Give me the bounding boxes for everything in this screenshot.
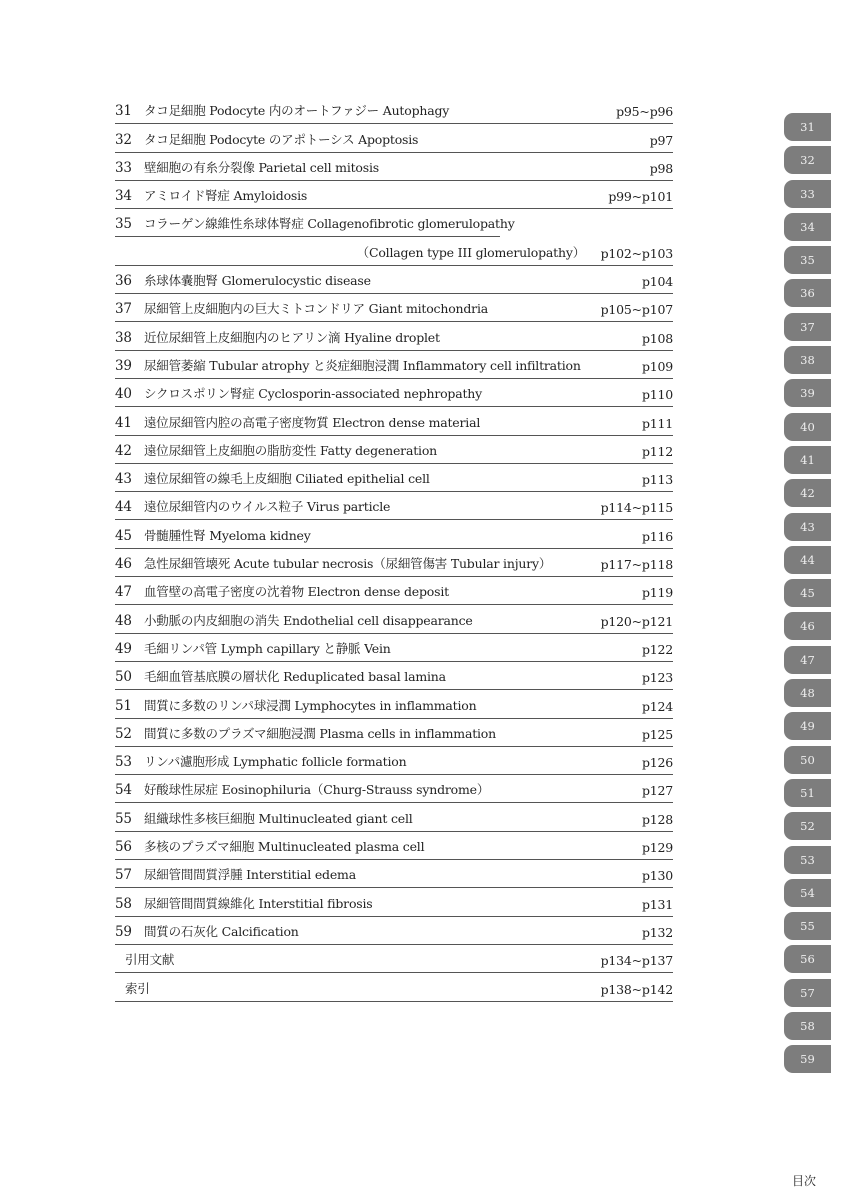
chapter-tab-strip bbox=[784, 113, 831, 1079]
toc-entry bbox=[115, 124, 673, 152]
chapter-tab: 57 bbox=[784, 979, 831, 1007]
toc-entry bbox=[115, 719, 673, 747]
toc-entry-title: アミロイド腎症 Amyloidosis bbox=[144, 188, 308, 204]
toc-entry-page: p116 bbox=[641, 528, 673, 544]
toc-entry-page: p112 bbox=[641, 443, 673, 459]
toc-entry bbox=[115, 322, 673, 350]
toc-entry bbox=[115, 549, 673, 577]
toc-entry-number: 31 bbox=[115, 103, 132, 120]
toc-entry-page: p132 bbox=[641, 924, 673, 940]
toc-entry-number: 42 bbox=[115, 442, 132, 459]
toc-entry bbox=[115, 464, 673, 492]
toc-entry bbox=[115, 832, 673, 860]
toc-entry-title: 多核のプラズマ細胞 Multinucleated plasma cell bbox=[144, 839, 425, 855]
chapter-tab: 50 bbox=[784, 746, 831, 774]
chapter-tab: 58 bbox=[784, 1012, 831, 1040]
toc-entry-page: p113 bbox=[641, 472, 673, 488]
toc-entry-title: 毛細リンパ管 Lymph capillary と静脈 Vein bbox=[144, 640, 391, 656]
toc-entry bbox=[115, 634, 673, 662]
toc-entry bbox=[115, 577, 673, 605]
toc-entry-number: 41 bbox=[115, 414, 132, 431]
toc-entry-number: 34 bbox=[115, 188, 132, 205]
toc-entry-page: p105~p107 bbox=[600, 302, 673, 318]
toc-entry bbox=[115, 662, 673, 690]
toc-entry-title: 間質に多数のプラズマ細胞浸潤 Plasma cells in inflammation bbox=[144, 725, 496, 741]
toc-entry-number: 43 bbox=[115, 471, 132, 488]
toc-entry bbox=[115, 294, 673, 322]
toc-entry bbox=[115, 379, 673, 407]
chapter-tab: 39 bbox=[784, 379, 831, 407]
chapter-tab: 55 bbox=[784, 912, 831, 940]
toc-entry-title: 血管壁の高電子密度の沈着物 Electron dense deposit bbox=[144, 584, 449, 600]
toc-entry-number: 45 bbox=[115, 527, 132, 544]
toc-entry-page: p104 bbox=[641, 274, 673, 290]
chapter-tab: 31 bbox=[784, 113, 831, 141]
toc-entry-title: 尿細管間間質線維化 Interstitial fibrosis bbox=[144, 895, 373, 911]
toc-entry-title: 組織球性多核巨細胞 Multinucleated giant cell bbox=[144, 810, 413, 826]
table-of-contents bbox=[115, 96, 673, 1002]
toc-entry-page: p110 bbox=[641, 387, 673, 403]
chapter-tab: 53 bbox=[784, 846, 831, 874]
toc-entry-number: 51 bbox=[115, 697, 132, 714]
toc-entry-number: 39 bbox=[115, 357, 132, 374]
toc-entry-title: 好酸球性尿症 Eosinophiluria（Churg-Strauss syndrome） bbox=[144, 782, 490, 798]
chapter-tab: 37 bbox=[784, 313, 831, 341]
toc-extra-entry bbox=[115, 945, 673, 973]
toc-entry-page: p109 bbox=[641, 358, 673, 374]
toc-entry-page: p111 bbox=[641, 415, 673, 431]
toc-entry-title: タコ足細胞 Podocyte のアポトーシス Apoptosis bbox=[144, 131, 419, 147]
toc-entry-number: 40 bbox=[115, 386, 132, 403]
toc-extra-entry bbox=[115, 973, 673, 1001]
toc-entry-number: 37 bbox=[115, 301, 132, 318]
toc-entry bbox=[115, 888, 673, 916]
chapter-tab: 48 bbox=[784, 679, 831, 707]
toc-entry-page: p95~p96 bbox=[616, 104, 673, 120]
toc-entry-number: 59 bbox=[115, 923, 132, 940]
toc-extra-page: p138~p142 bbox=[600, 981, 673, 997]
toc-entry-title: 遠位尿細管内腔の高電子密度物質 Electron dense material bbox=[144, 414, 481, 430]
toc-entry-title: シクロスポリン腎症 Cyclosporin-associated nephropathy bbox=[144, 386, 483, 402]
toc-entry-title: リンパ濾胞形成 Lymphatic follicle formation bbox=[144, 754, 407, 770]
toc-entry bbox=[115, 96, 673, 124]
toc-entry-number: 58 bbox=[115, 895, 132, 912]
toc-entry-title: 尿細管上皮細胞内の巨大ミトコンドリア Giant mitochondria bbox=[144, 301, 489, 317]
toc-entry-number: 57 bbox=[115, 867, 132, 884]
toc-entry-page: p131 bbox=[641, 896, 673, 912]
toc-entry bbox=[115, 690, 673, 718]
toc-entry-title: 遠位尿細管の線毛上皮細胞 Ciliated epithelial cell bbox=[144, 471, 430, 487]
toc-entry-page: p127 bbox=[641, 783, 673, 799]
toc-entry-number: 56 bbox=[115, 839, 132, 856]
toc-entry-number: 47 bbox=[115, 584, 132, 601]
toc-entry-title: 近位尿細管上皮細胞内のヒアリン滴 Hyaline droplet bbox=[144, 329, 440, 345]
toc-entry-title: （Collagen type III glomerulopathy） bbox=[356, 244, 585, 260]
toc-entry bbox=[115, 266, 673, 294]
chapter-tab: 43 bbox=[784, 513, 831, 541]
chapter-tab: 59 bbox=[784, 1045, 831, 1073]
toc-entry-number: 49 bbox=[115, 640, 132, 657]
toc-entry-title: 間質に多数のリンパ球浸潤 Lymphocytes in inflammation bbox=[144, 697, 477, 713]
chapter-tab: 44 bbox=[784, 546, 831, 574]
toc-entry-title: コラーゲン線維性糸球体腎症 Collagenofibrotic glomerulopathy bbox=[144, 216, 515, 232]
toc-entry-title: 糸球体嚢胞腎 Glomerulocystic disease bbox=[144, 273, 371, 289]
toc-entry bbox=[115, 520, 673, 548]
toc-entry-number: 53 bbox=[115, 754, 132, 771]
chapter-tab: 34 bbox=[784, 213, 831, 241]
toc-entry bbox=[115, 237, 673, 265]
toc-entry-page: p126 bbox=[641, 755, 673, 771]
toc-entry bbox=[115, 605, 673, 633]
toc-entry-page: p119 bbox=[641, 585, 673, 601]
toc-entry-number: 48 bbox=[115, 612, 132, 629]
chapter-tab: 46 bbox=[784, 612, 831, 640]
toc-entry bbox=[115, 492, 673, 520]
toc-entry bbox=[115, 775, 673, 803]
toc-entry-page: p120~p121 bbox=[600, 613, 673, 629]
chapter-tab: 49 bbox=[784, 712, 831, 740]
chapter-tab: 35 bbox=[784, 246, 831, 274]
toc-entry bbox=[115, 747, 673, 775]
chapter-tab: 45 bbox=[784, 579, 831, 607]
chapter-tab: 40 bbox=[784, 413, 831, 441]
toc-entry-title: タコ足細胞 Podocyte 内のオートファジー Autophagy bbox=[144, 103, 450, 119]
toc-entry-page: p99~p101 bbox=[608, 189, 673, 205]
toc-entry-page: p114~p115 bbox=[600, 500, 673, 516]
toc-entry-number: 50 bbox=[115, 669, 132, 686]
chapter-tab: 33 bbox=[784, 180, 831, 208]
toc-entry-number: 44 bbox=[115, 499, 132, 516]
chapter-tab: 52 bbox=[784, 812, 831, 840]
toc-entry-page: p98 bbox=[649, 160, 673, 176]
chapter-tab: 54 bbox=[784, 879, 831, 907]
toc-entry-page: p97 bbox=[649, 132, 673, 148]
toc-entry-number: 55 bbox=[115, 810, 132, 827]
chapter-tab: 41 bbox=[784, 446, 831, 474]
chapter-tab: 42 bbox=[784, 479, 831, 507]
toc-entry-title: 尿細管間間質浮腫 Interstitial edema bbox=[144, 867, 356, 883]
toc-entry-page: p129 bbox=[641, 840, 673, 856]
toc-entry-title: 遠位尿細管上皮細胞の脂肪変性 Fatty degeneration bbox=[144, 442, 438, 458]
chapter-tab: 36 bbox=[784, 279, 831, 307]
toc-entry-title: 壁細胞の有糸分裂像 Parietal cell mitosis bbox=[144, 159, 379, 175]
toc-entry-page: p108 bbox=[641, 330, 673, 346]
toc-entry-title: 尿細管萎縮 Tubular atrophy と炎症細胞浸潤 Inflammatory cell infiltration bbox=[144, 357, 581, 373]
toc-entry-title: 遠位尿細管内のウイルス粒子 Virus particle bbox=[144, 499, 391, 515]
chapter-tab: 32 bbox=[784, 146, 831, 174]
toc-extra-title: 索引 bbox=[125, 980, 150, 996]
toc-entry-page: p102~p103 bbox=[600, 245, 673, 261]
toc-entry-number: 32 bbox=[115, 131, 132, 148]
toc-entry bbox=[115, 407, 673, 435]
toc-entry bbox=[115, 181, 673, 209]
toc-entry bbox=[115, 803, 673, 831]
toc-entry-title: 小動脈の内皮細胞の消失 Endothelial cell disappearance bbox=[144, 612, 473, 628]
toc-entry bbox=[115, 917, 673, 945]
toc-entry-page: p125 bbox=[641, 726, 673, 742]
toc-entry-page: p123 bbox=[641, 670, 673, 686]
toc-entry-title: 急性尿細管壊死 Acute tubular necrosis（尿細管傷害 Tubular injury） bbox=[144, 556, 552, 572]
toc-entry-number: 54 bbox=[115, 782, 132, 799]
toc-entry-page: p130 bbox=[641, 868, 673, 884]
toc-extra-title: 引用文献 bbox=[125, 952, 175, 968]
toc-entry-page: p122 bbox=[641, 641, 673, 657]
toc-entry-number: 36 bbox=[115, 273, 132, 290]
toc-entry-title: 間質の石灰化 Calcification bbox=[144, 923, 299, 939]
page-footer-label: 目次 bbox=[791, 1174, 816, 1188]
chapter-tab: 51 bbox=[784, 779, 831, 807]
toc-entry-number: 33 bbox=[115, 159, 132, 176]
toc-entry bbox=[115, 860, 673, 888]
chapter-tab: 47 bbox=[784, 646, 831, 674]
toc-entry-number: 38 bbox=[115, 329, 132, 346]
toc-entry-page: p117~p118 bbox=[600, 557, 673, 573]
toc-entry bbox=[115, 351, 673, 379]
toc-entry bbox=[115, 436, 673, 464]
chapter-tab: 56 bbox=[784, 945, 831, 973]
toc-entry-number: 52 bbox=[115, 725, 132, 742]
chapter-tab: 38 bbox=[784, 346, 831, 374]
toc-entry bbox=[115, 209, 515, 237]
toc-entry-number: 35 bbox=[115, 216, 132, 233]
toc-entry-title: 毛細血管基底膜の層状化 Reduplicated basal lamina bbox=[144, 669, 446, 685]
toc-entry-page: p124 bbox=[641, 698, 673, 714]
toc-entry bbox=[115, 153, 673, 181]
toc-extra-page: p134~p137 bbox=[600, 953, 673, 969]
toc-entry-page: p128 bbox=[641, 811, 673, 827]
toc-entry-number: 46 bbox=[115, 556, 132, 573]
toc-entry-title: 骨髄腫性腎 Myeloma kidney bbox=[144, 527, 311, 543]
